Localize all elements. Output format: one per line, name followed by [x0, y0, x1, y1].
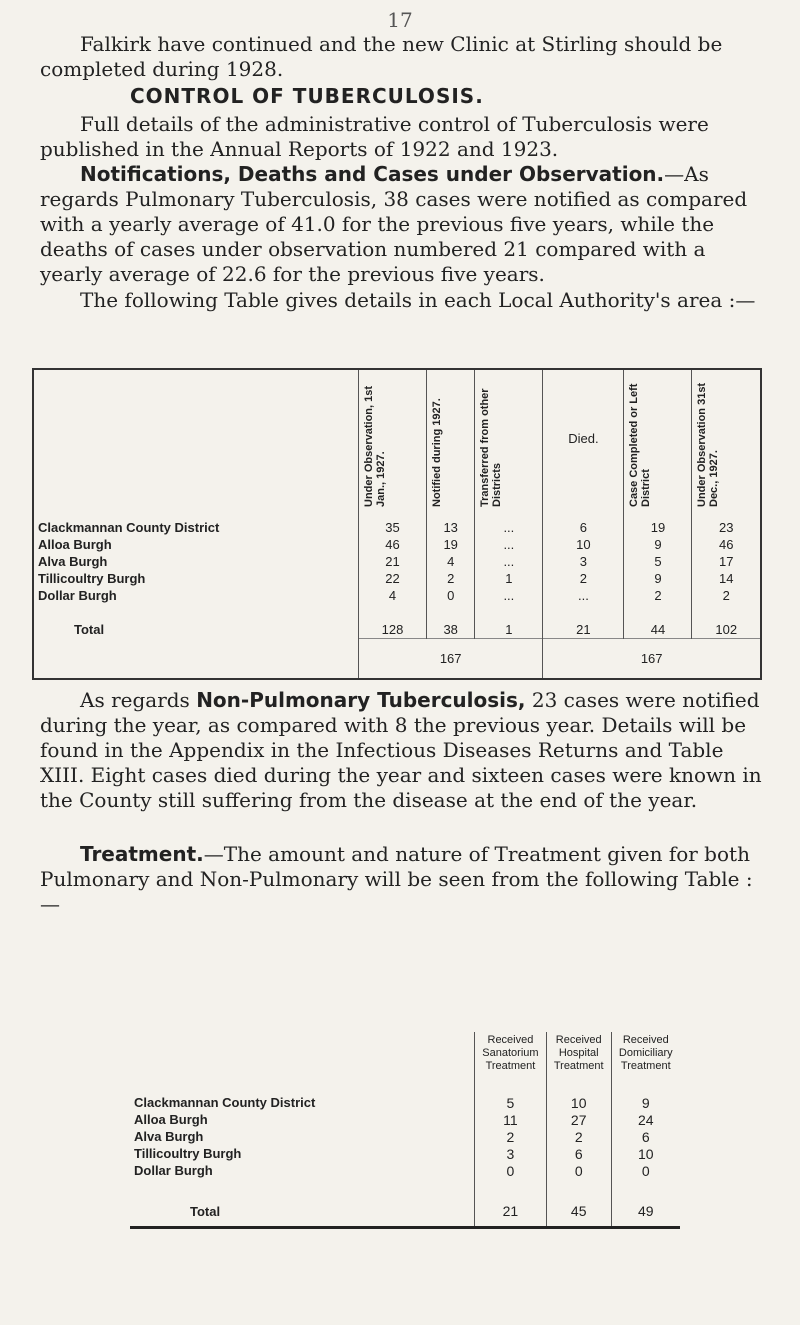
table-row: Alva Burgh 21 4 ... 3 5 17	[33, 553, 761, 570]
intro-paragraph: Falkirk have continued and the new Clinic at Stirling should be completed during 1928.	[40, 32, 723, 81]
treatment-table	[130, 1032, 680, 1229]
table-row: Clackmannan County District 35 13 ... 6 19 23	[33, 519, 761, 536]
section-heading: CONTROL OF TUBERCULOSIS.	[130, 84, 484, 108]
treatment-lead: Treatment.	[80, 842, 204, 866]
header-hospital: Received Hospital Treatment	[546, 1032, 611, 1094]
table-row: Tillicoultry Burgh 3 6 10	[130, 1145, 680, 1162]
table-row: Clackmannan County District 5 10 9	[130, 1094, 680, 1111]
header-notified: Notified during 1927.	[427, 369, 475, 519]
paragraph-treatment: Treatment.—The amount and nature of Treatment given for both Pulmonary and Non-Pulmonary will be seen from the following Table :—	[40, 842, 753, 916]
header-domiciliary: Received Domiciliary Treatment	[611, 1032, 680, 1094]
notifications-lead: Notifications, Deaths and Cases under Observation.	[80, 162, 665, 186]
notifications-body: —As regards Pulmonary Tuberculosis, 38 cases were notified as compared with a yearly average of 41.0 for the previous five years, while the deaths of cases under observation numbered 21 compared with a yearly average of 22.6 for the previous five years.	[40, 162, 748, 286]
table-row: Alloa Burgh 11 27 24	[130, 1111, 680, 1128]
header-completed: Case Completed or Left District	[624, 369, 692, 519]
header-under-obs-jan: Under Observation, 1st Jan., 1927.	[359, 369, 427, 519]
group-total-right: 167	[543, 639, 761, 679]
page-number: 17	[387, 8, 413, 32]
header-sanatorium: Received Sanatorium Treatment	[475, 1032, 547, 1094]
table-row: Dollar Burgh 4 0 ... ... 2 2	[33, 587, 761, 604]
paragraph-notifications	[40, 162, 762, 287]
paragraph-table-intro: The following Table gives details in each Local Authority's area :—	[80, 288, 756, 312]
table-row: Alloa Burgh 46 19 ... 10 9 46	[33, 536, 761, 553]
table1-corner	[33, 369, 359, 519]
non-pulmonary-lead: Non-Pulmonary Tuberculosis,	[196, 688, 526, 712]
paragraph-admin-control: Full details of the administrative control of Tuberculosis were published in the Annual Reports of 1922 and 1923.	[40, 112, 709, 161]
pulmonary-table	[32, 368, 762, 680]
total-row: Total 128 38 1 21 44 102	[33, 621, 761, 639]
table-row: Dollar Burgh 0 0 0	[130, 1162, 680, 1179]
paragraph-non-pulmonary: As regards Non-Pulmonary Tuberculosis, 23 cases were notified during the year, as compared with 8 the previous year. Details will be found in the Appendix in the Infectious Diseases Returns and Table XIII. Eight cases died during the year and sixteen cases were known in the County still suffering from the disease at the end of the year.	[40, 688, 762, 812]
table-row: Tillicoultry Burgh 22 2 1 2 9 14	[33, 570, 761, 587]
header-died: Died.	[543, 369, 624, 519]
table2-corner	[130, 1032, 475, 1094]
total-row: Total 21 45 49	[130, 1197, 680, 1227]
group-total-left: 167	[359, 639, 543, 679]
group-total-row	[33, 639, 761, 679]
table-row: Alva Burgh 2 2 6	[130, 1128, 680, 1145]
header-transferred: Transferred from other Districts	[475, 369, 543, 519]
header-under-obs-dec: Under Observation 31st Dec., 1927.	[692, 369, 761, 519]
